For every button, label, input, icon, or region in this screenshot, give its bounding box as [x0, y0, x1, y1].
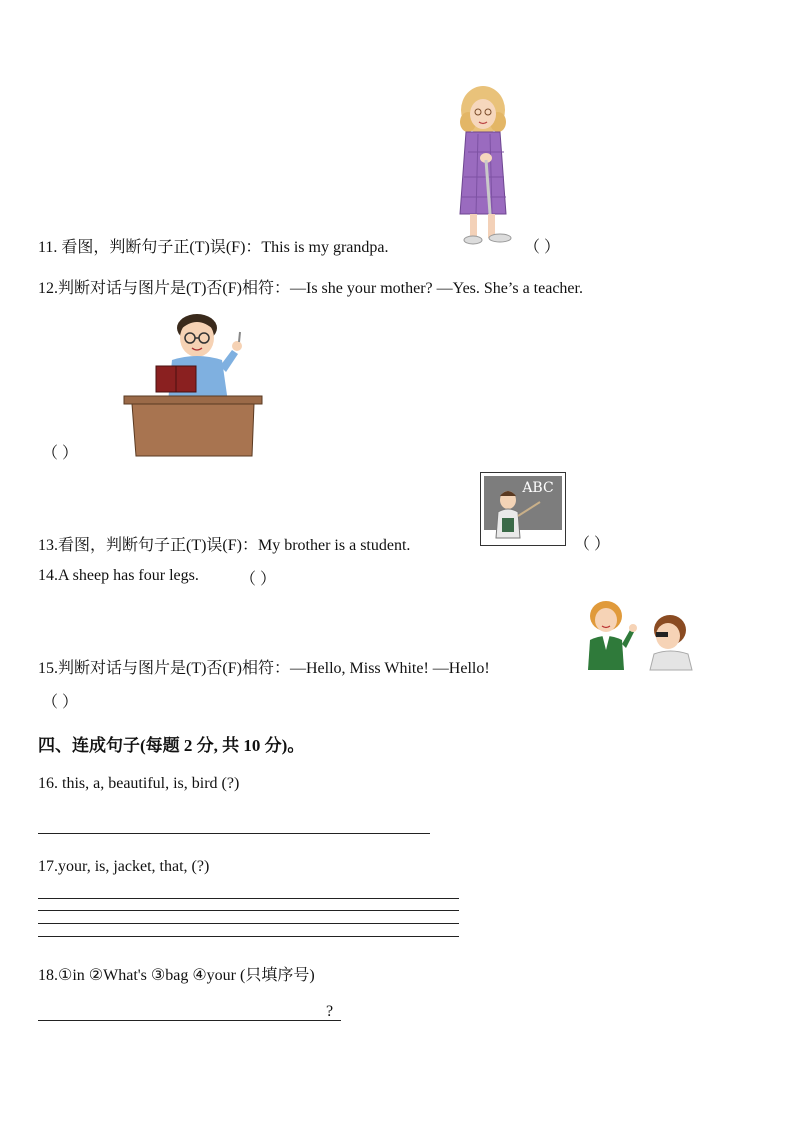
question-18 — [38, 962, 315, 985]
question-15-text: 15.判断对话与图片是(T)否(F)相符：—Hello, Miss White! —Hello! — [38, 660, 490, 677]
question-14 — [38, 567, 199, 585]
blackboard-student-illustration — [480, 472, 566, 546]
question-16-answer-line[interactable] — [38, 833, 430, 834]
question-18-text: 18.①in ②What's ③bag ④your (只填序号) — [38, 967, 315, 984]
question-14-answer-blank[interactable]: （ ） — [240, 571, 277, 588]
question-11-answer-blank[interactable]: （ ） — [524, 239, 561, 256]
question-13 — [38, 532, 410, 555]
question-15-answer-blank[interactable]: （ ） — [42, 694, 79, 711]
grandma-illustration — [448, 82, 518, 250]
question-17-answer-line-2[interactable] — [38, 910, 459, 911]
question-15 — [38, 655, 490, 678]
question-13-answer-blank[interactable]: （ ） — [574, 536, 611, 553]
teacher-at-desk-illustration — [122, 310, 264, 458]
question-11 — [38, 234, 389, 257]
question-12 — [38, 275, 583, 298]
question-18-answer-line[interactable] — [38, 1020, 341, 1021]
question-17-answer-line-1[interactable] — [38, 898, 459, 899]
miss-white-and-boy-illustration — [584, 600, 696, 672]
question-11-text: 11. 看图，判断句子正(T)误(F)：This is my grandpa. — [38, 239, 389, 256]
question-16 — [38, 775, 239, 793]
question-18-end-mark: ? — [326, 1003, 334, 1020]
question-13-text: 13.看图，判断句子正(T)误(F)：My brother is a student. — [38, 537, 411, 554]
question-17 — [38, 858, 209, 876]
section-4-title: 四、连成句子(每题 2 分, 共 10 分)。 — [38, 736, 305, 755]
question-12-answer-blank[interactable]: （ ） — [42, 445, 79, 462]
question-17-answer-line-4[interactable] — [38, 936, 459, 937]
question-17-text: 17.your, is, jacket, that, (?) — [38, 858, 210, 875]
question-16-text: 16. this, a, beautiful, is, bird (?) — [38, 775, 240, 792]
board-text: ABC — [522, 480, 554, 496]
question-12-text: 12.判断对话与图片是(T)否(F)相符：—Is she your mother? —Yes. She’s a teacher. — [38, 280, 583, 297]
question-14-text: 14.A sheep has four legs. — [38, 567, 199, 584]
question-17-answer-line-3[interactable] — [38, 923, 459, 924]
